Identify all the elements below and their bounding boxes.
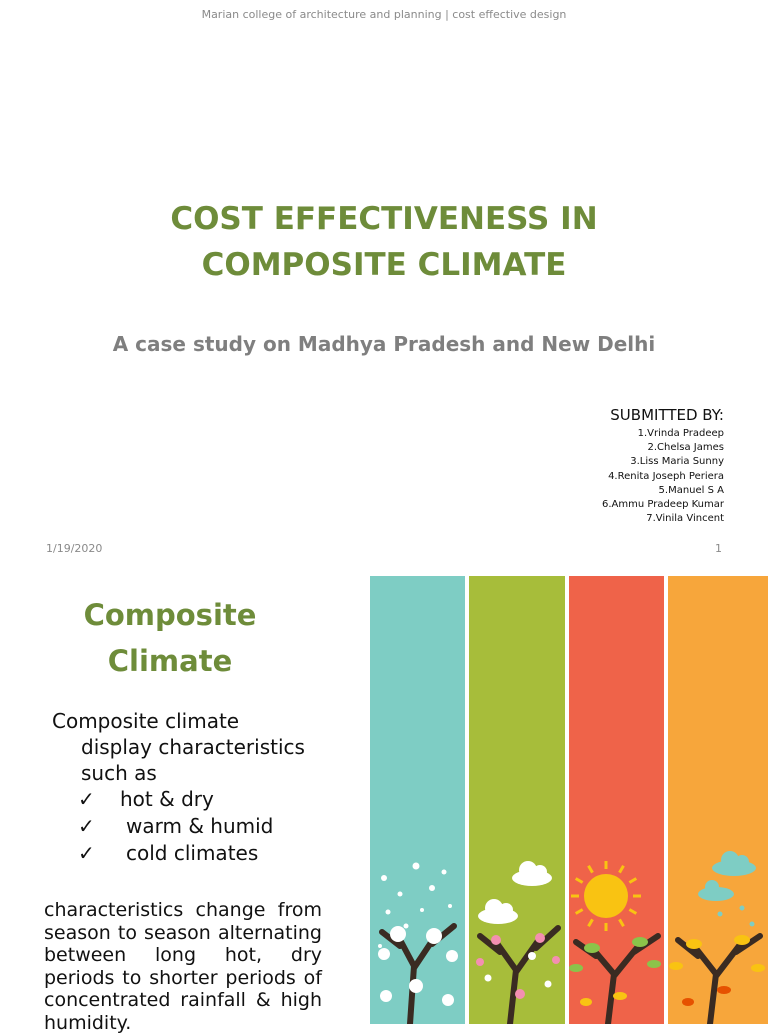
checklist-item-label: hot & dry	[120, 787, 214, 811]
four-seasons-illustration	[370, 576, 768, 1028]
seasons-svg	[370, 576, 768, 1024]
checklist-item	[78, 840, 273, 867]
submitted-by-heading: SUBMITTED BY:	[610, 406, 724, 424]
member-name: 3.Liss Maria Sunny	[630, 456, 724, 468]
submitted-by-block	[602, 406, 724, 526]
member-name: 1.Vrinda Pradeep	[637, 428, 724, 439]
checklist-item	[78, 813, 273, 840]
slide-date: 1/19/2020	[46, 542, 103, 555]
member-name: 7.Vinila Vincent	[646, 513, 724, 525]
slide2-title-line1: Composite	[83, 598, 257, 632]
checklist-item	[78, 786, 273, 813]
slide1-subtitle: A case study on Madhya Pradesh and New Delhi	[112, 332, 656, 356]
intro-line: such as	[81, 761, 157, 785]
checklist-item-label: warm & humid	[126, 814, 274, 838]
slide2-title	[70, 592, 270, 684]
intro-line: display characteristics	[81, 735, 305, 759]
document-header: Marian college of architecture and planning | cost effective design	[201, 8, 567, 21]
intro-line: Composite climate	[52, 709, 240, 733]
slide1-title-line2: COMPOSITE CLIMATE	[201, 247, 567, 283]
checklist-item-label: cold climates	[126, 841, 259, 865]
intro-text	[52, 708, 342, 786]
member-name: 6.Ammu Pradeep Kumar	[601, 499, 724, 511]
summer-panel	[569, 576, 664, 1024]
member-name: 4.Renita Joseph Periera	[608, 470, 724, 482]
check-icon: ✓	[78, 814, 95, 838]
slide1-title-line1: COST EFFECTIVENESS IN	[170, 201, 598, 237]
slide1-title	[0, 196, 768, 288]
spring-panel	[469, 576, 565, 1024]
page-number: 1	[715, 542, 722, 555]
climate-checklist	[78, 786, 273, 867]
climate-description: characteristics change from season to season alternating between long hot, dry periods to shorter periods of concentrated rainfall & high humidity.	[44, 899, 322, 1034]
member-name: 2.Chelsa James	[647, 442, 724, 454]
member-name: 5.Manuel S A	[658, 484, 724, 496]
autumn-panel	[668, 576, 768, 1024]
check-icon: ✓	[78, 841, 95, 865]
check-icon: ✓	[78, 787, 95, 811]
slide2-title-line2: Climate	[107, 644, 233, 678]
